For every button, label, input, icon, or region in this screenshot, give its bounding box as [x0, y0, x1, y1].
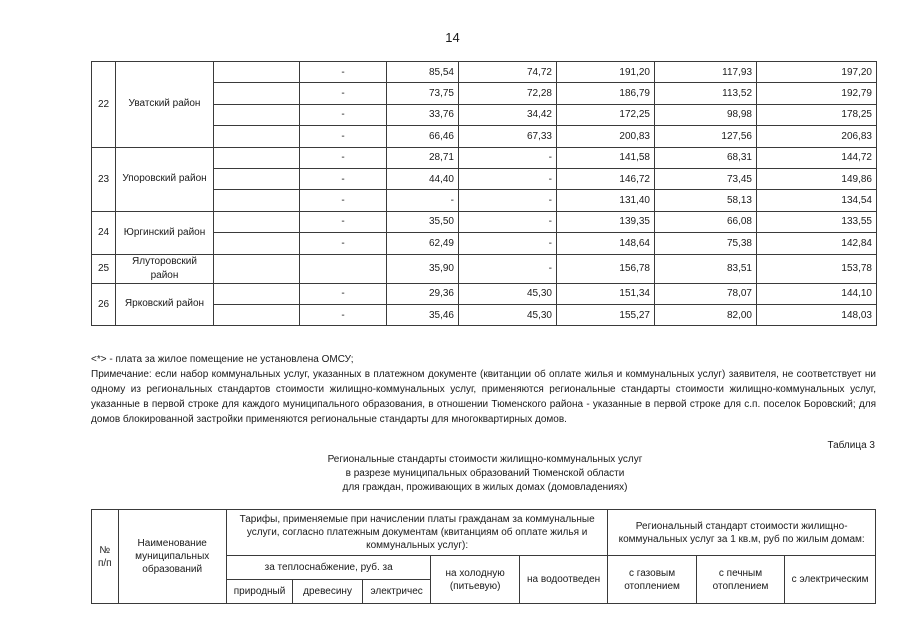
value-cell: 35,90 — [387, 254, 459, 283]
row-number: 22 — [92, 62, 116, 148]
header-heating: за теплоснабжение, руб. за — [226, 556, 431, 580]
marker-cell: - — [300, 190, 387, 211]
value-cell: - — [459, 211, 557, 232]
header-natural: природный — [226, 580, 292, 604]
empty-cell — [214, 168, 300, 189]
value-cell: 29,36 — [387, 283, 459, 304]
row-number: 26 — [92, 283, 116, 326]
value-cell: - — [459, 190, 557, 211]
value-cell: 28,71 — [387, 147, 459, 168]
header-gas-heating: с газовым отоплением — [608, 556, 696, 604]
table3-header — [91, 509, 876, 604]
empty-cell — [214, 126, 300, 147]
header-name: Наименование муниципальных образований — [118, 510, 226, 604]
value-cell: 66,46 — [387, 126, 459, 147]
table-row — [92, 254, 877, 283]
page-number: 14 — [445, 30, 460, 45]
row-number: 24 — [92, 211, 116, 254]
value-cell: 134,54 — [757, 190, 877, 211]
value-cell: 151,34 — [557, 283, 655, 304]
empty-cell — [214, 304, 300, 325]
value-cell: 68,31 — [655, 147, 757, 168]
value-cell: 35,50 — [387, 211, 459, 232]
district-name: Упоровский район — [116, 147, 214, 211]
header-electric: электричес — [362, 580, 431, 604]
marker-cell: - — [300, 233, 387, 254]
value-cell: 34,42 — [459, 104, 557, 125]
value-cell: 78,07 — [655, 283, 757, 304]
value-cell: 153,78 — [757, 254, 877, 283]
value-cell: 141,58 — [557, 147, 655, 168]
empty-cell — [214, 211, 300, 232]
empty-cell — [214, 283, 300, 304]
value-cell: 146,72 — [557, 168, 655, 189]
marker-cell: - — [300, 126, 387, 147]
value-cell: 144,72 — [757, 147, 877, 168]
header-standard: Региональный стандарт стоимости жилищно-коммунальных услуг за 1 кв.м, руб по жилым домам: — [608, 510, 876, 556]
value-cell: 133,55 — [757, 211, 877, 232]
row-number: 23 — [92, 147, 116, 211]
table-title-line: Региональные стандарты стоимости жилищно-коммунальных услуг — [327, 454, 643, 465]
district-name: Ялуторовский район — [116, 254, 214, 283]
empty-cell — [214, 233, 300, 254]
value-cell: - — [459, 254, 557, 283]
value-cell: 144,10 — [757, 283, 877, 304]
empty-cell — [214, 254, 300, 283]
value-cell: 127,56 — [655, 126, 757, 147]
value-cell: 72,28 — [459, 83, 557, 104]
value-cell: 117,93 — [655, 62, 757, 83]
value-cell: 139,35 — [557, 211, 655, 232]
value-cell: 44,40 — [387, 168, 459, 189]
value-cell: 113,52 — [655, 83, 757, 104]
note-text: Примечание: если набор коммунальных услуг, указанных в платежном документе (квитанции об оплате жилья и коммунальных услуг) заявителя, не соответствует ни одному из региональных стандартов стоимости жилищно-коммунальных услуг, применяются региональные стандарты стоимости жилищно-коммунальных услуг, указанные в первой строке для каждого муниципального образования, в отношении Тюменского района - указанные в первой строке для с.п. поселок Боровский; для домов блокированной застройки применяются региональные стандарты для многоквартирных домов. — [91, 369, 876, 425]
empty-cell — [214, 83, 300, 104]
header-cold-water: на холодную (питьевую) — [431, 556, 519, 604]
row-number: 25 — [92, 254, 116, 283]
table-row — [92, 62, 877, 83]
marker-cell: - — [300, 304, 387, 325]
value-cell: 172,25 — [557, 104, 655, 125]
marker-cell: - — [300, 147, 387, 168]
value-cell: 155,27 — [557, 304, 655, 325]
value-cell: 58,13 — [655, 190, 757, 211]
value-cell: 82,00 — [655, 304, 757, 325]
value-cell: 148,03 — [757, 304, 877, 325]
value-cell: 156,78 — [557, 254, 655, 283]
header-no: № п/п — [92, 510, 119, 604]
value-cell: - — [387, 190, 459, 211]
value-cell: 73,75 — [387, 83, 459, 104]
table-title — [0, 453, 905, 495]
standards-table — [91, 61, 877, 326]
header-sewage: на водоотведен — [519, 556, 607, 604]
district-name: Юргинский район — [116, 211, 214, 254]
district-name: Уватский район — [116, 62, 214, 148]
value-cell: 149,86 — [757, 168, 877, 189]
marker-cell: - — [300, 62, 387, 83]
value-cell: 33,76 — [387, 104, 459, 125]
table-title-line: в разрезе муниципальных образований Тюменской области — [345, 468, 625, 479]
value-cell: 206,83 — [757, 126, 877, 147]
value-cell: 67,33 — [459, 126, 557, 147]
note-asterisk: <*> - плата за жилое помещение не установлена ОМСУ; — [91, 354, 354, 365]
value-cell: 62,49 — [387, 233, 459, 254]
value-cell: 35,46 — [387, 304, 459, 325]
header-electric-heating: с электрическим — [785, 556, 876, 604]
table-row — [92, 283, 877, 304]
marker-cell — [300, 254, 387, 283]
empty-cell — [214, 147, 300, 168]
marker-cell: - — [300, 104, 387, 125]
value-cell: 191,20 — [557, 62, 655, 83]
value-cell: - — [459, 233, 557, 254]
header-tariffs: Тарифы, применяемые при начислении платы гражданам за коммунальные услуги, согласно платежным документам (квитанциям об оплате жилья и коммунальных услуг): — [226, 510, 607, 556]
value-cell: 200,83 — [557, 126, 655, 147]
table-row — [92, 211, 877, 232]
marker-cell: - — [300, 283, 387, 304]
value-cell: 131,40 — [557, 190, 655, 211]
value-cell: - — [459, 168, 557, 189]
marker-cell: - — [300, 83, 387, 104]
header-stove-heating: с печным отоплением — [696, 556, 784, 604]
value-cell: 192,79 — [757, 83, 877, 104]
value-cell: 186,79 — [557, 83, 655, 104]
value-cell: 66,08 — [655, 211, 757, 232]
empty-cell — [214, 104, 300, 125]
marker-cell: - — [300, 168, 387, 189]
value-cell: 73,45 — [655, 168, 757, 189]
header-wood: древесину — [293, 580, 363, 604]
marker-cell: - — [300, 211, 387, 232]
value-cell: 75,38 — [655, 233, 757, 254]
value-cell: 45,30 — [459, 283, 557, 304]
empty-cell — [214, 62, 300, 83]
value-cell: 83,51 — [655, 254, 757, 283]
district-name: Ярковский район — [116, 283, 214, 326]
table-row — [92, 147, 877, 168]
value-cell: 98,98 — [655, 104, 757, 125]
empty-cell — [214, 190, 300, 211]
table-title-line: для граждан, проживающих в жилых домах (домовладениях) — [342, 482, 628, 493]
value-cell: 178,25 — [757, 104, 877, 125]
value-cell: - — [459, 147, 557, 168]
table-label: Таблица 3 — [827, 440, 875, 451]
value-cell: 142,84 — [757, 233, 877, 254]
value-cell: 148,64 — [557, 233, 655, 254]
value-cell: 45,30 — [459, 304, 557, 325]
value-cell: 74,72 — [459, 62, 557, 83]
value-cell: 85,54 — [387, 62, 459, 83]
value-cell: 197,20 — [757, 62, 877, 83]
